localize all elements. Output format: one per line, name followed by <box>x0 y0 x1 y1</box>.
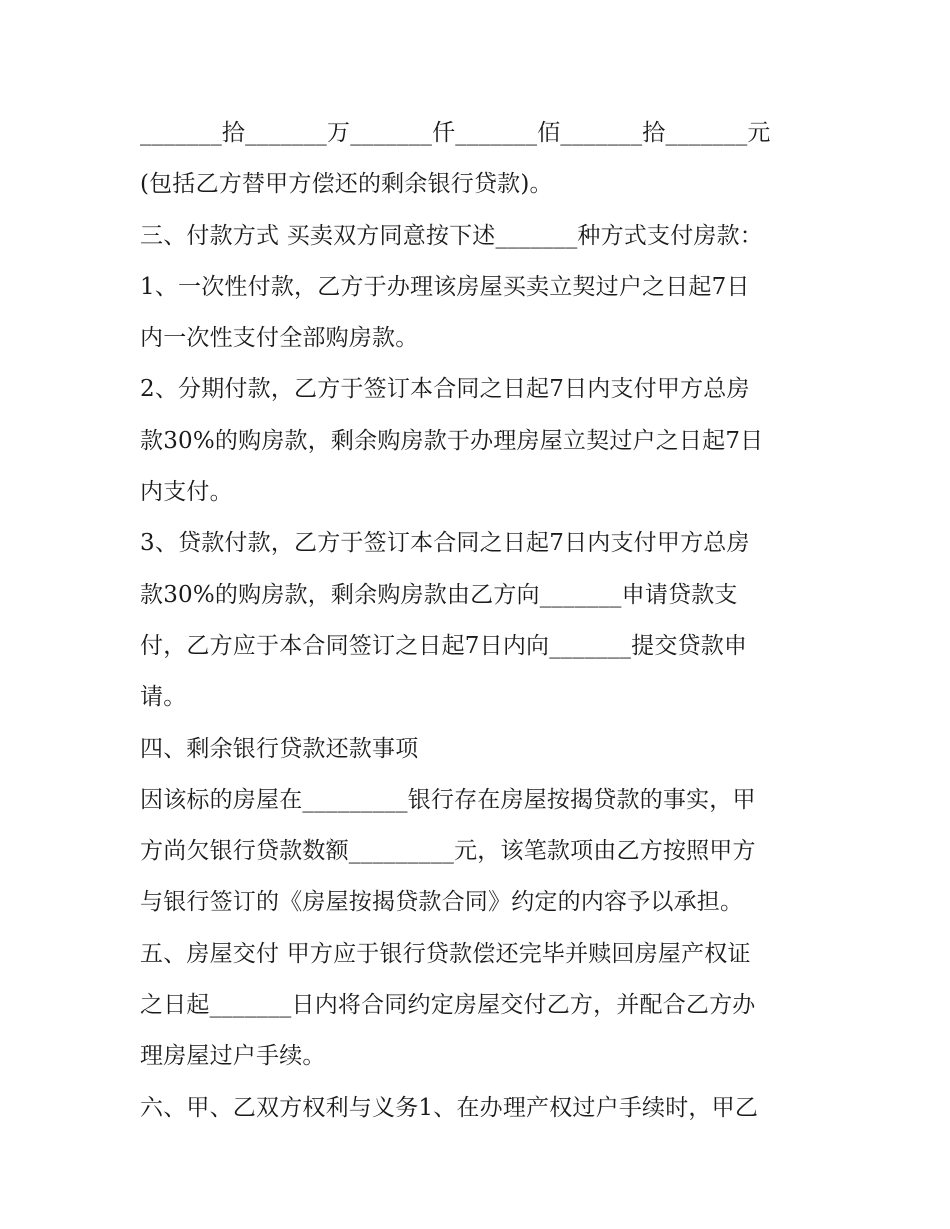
contract-body <box>140 108 820 1134</box>
payment-option-2-line-3: 内支付。 <box>140 479 233 506</box>
section-house-delivery-line-1: 五、房屋交付 甲方应于银行贷款偿还完毕并赎回房屋产权证 <box>140 940 751 967</box>
remaining-loan-line-2: 方尚欠银行贷款数额_________元，该笔款项由乙方按照甲方 <box>140 838 756 865</box>
house-delivery-line-2: 之日起_______日内将合同约定房屋交付乙方，并配合乙方办 <box>140 992 756 1019</box>
payment-option-1-line-1: 1、一次性付款，乙方于办理该房屋买卖立契过户之日起7日 <box>140 273 750 300</box>
section-rights-obligations-line-1: 六、甲、乙双方权利与义务1、在办理产权过户手续时，甲乙 <box>140 1094 759 1121</box>
payment-option-1-line-2: 内一次性支付全部购房款。 <box>140 325 419 352</box>
amount-note-line: (包括乙方替甲方偿还的剩余银行贷款)。 <box>140 171 553 198</box>
payment-option-2-line-1: 2、分期付款，乙方于签订本合同之日起7日内支付甲方总房 <box>140 376 750 403</box>
remaining-loan-line-3: 与银行签订的《房屋按揭贷款合同》约定的内容予以承担。 <box>140 889 744 916</box>
house-delivery-line-3: 理房屋过户手续。 <box>140 1043 326 1070</box>
amount-in-words-line: _______拾_______万_______仟_______佰_______拾_______元 <box>140 120 771 146</box>
payment-option-3-line-4: 请。 <box>140 684 187 711</box>
payment-option-3-line-2: 款30%的购房款，剩余购房款由乙方向_______申请贷款支 <box>140 581 738 608</box>
payment-option-3-line-3: 付，乙方应于本合同签订之日起7日内向_______提交贷款申 <box>140 632 748 659</box>
payment-option-2-line-2: 款30%的购房款，剩余购房款于办理房屋立契过户之日起7日 <box>140 427 764 454</box>
section-payment-method-heading: 三、付款方式 买卖双方同意按下述_______种方式支付房款： <box>140 222 764 249</box>
remaining-loan-line-1: 因该标的房屋在_________银行存在房屋按揭贷款的事实，甲 <box>140 786 756 813</box>
section-remaining-loan-heading: 四、剩余银行贷款还款事项 <box>140 735 419 762</box>
payment-option-3-line-1: 3、贷款付款，乙方于签订本合同之日起7日内支付甲方总房 <box>140 530 750 557</box>
